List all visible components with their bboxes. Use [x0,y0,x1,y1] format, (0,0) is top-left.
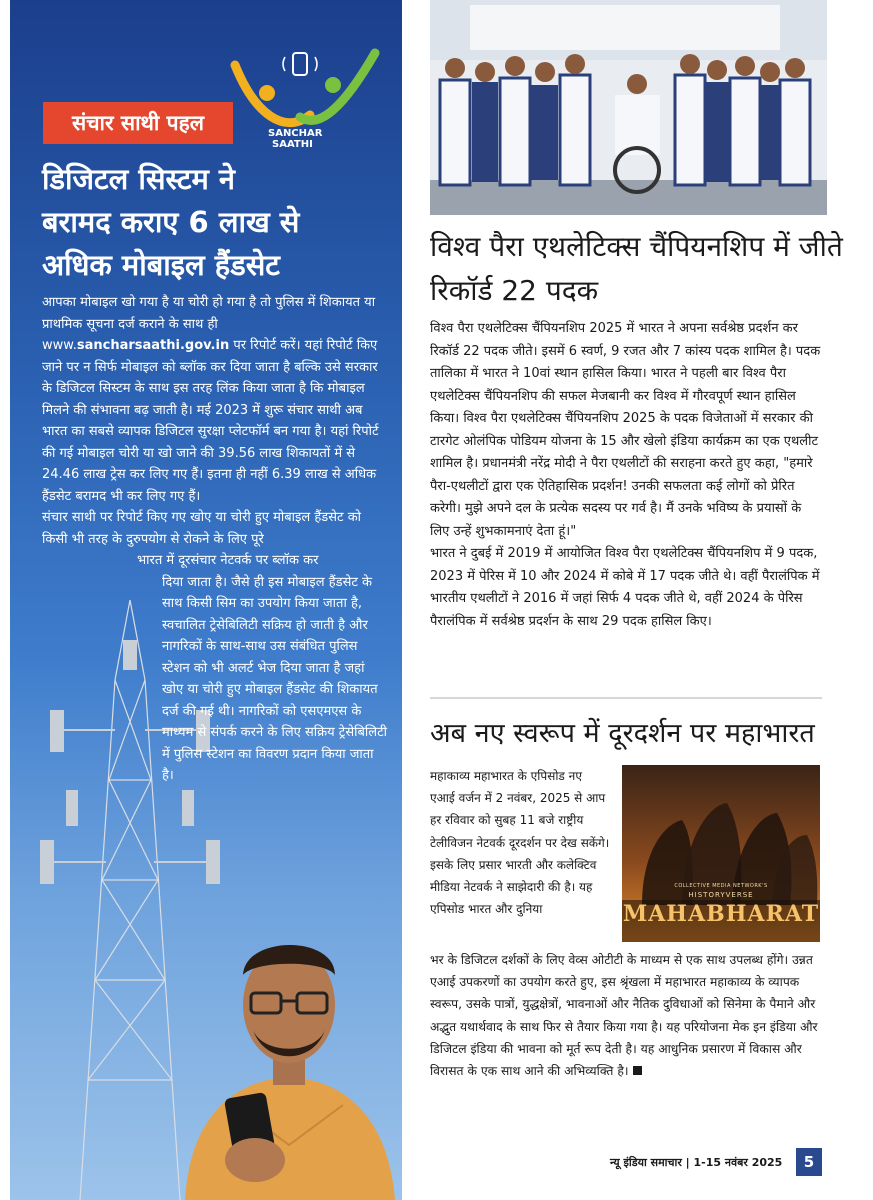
logo-text [268,128,322,150]
left-edge-strip [0,0,10,1200]
poster-small-caption: COLLECTIVE MEDIA NETWORK'S [674,883,768,889]
mahabharat-body-wide [430,949,822,1082]
poster-subtitle: HISTORYVERSE [688,891,754,899]
left-body-paragraph-3: भारत में दूरसंचार नेटवर्क पर ब्लॉक कर [137,553,319,568]
para-athletics-headline: विश्व पैरा एथलेटिक्स चैंपियनशिप में जीते रिकॉर्ड 22 पदक [430,230,843,307]
para-athletics-body [430,318,822,633]
left-headline [42,158,392,287]
page-number: 5 [796,1148,822,1176]
mahabharat-paragraph-1: महाकाव्य महाभारत के एपिसोड नए एआई वर्जन में 2 नवंबर, 2025 से आप हर रविवार को सुबह 11 बजे राष्ट्रीय टेलीविजन नेटवर्क दूरदर्शन पर देख सकेंगे। इसके लिए प्रसार भारती और कलेक्टिव मीडिया नेटवर्क ने साझेदारी की है। यह एपिसोड भारत और दुनिया [430,769,610,917]
mahabharat-paragraph-2-text: भर के डिजिटल दर्शकों के लिए वेव्स ओटीटी के माध्यम से एक साथ उपलब्ध होंगे। उन्नत एआई उपकरणों का उपयोग करते हुए, इस श्रृंखला में महाभारत महाकाव्य के व्यापक स्वरूप, उसके पात्रों, युद्धक्षेत्रों, भावनाओं और नैतिक दुविधाओं को सिनेमा के पैमाने और अद्भुत यथार्थवाद के साथ फिर से तैयार किया गया है। यह परियोजना मेक इन इंडिया और डिजिटल इंडिया की भावना को मूर्त रूप देती है। यह आधुनिक प्रसारण में विकास और विरासत के एक साथ आने की अभिव्यक्ति है। [430,953,818,1079]
logo-text-line-1: SANCHAR [268,128,323,139]
left-body-paragraph-2: संचार साथी पर रिपोर्ट किए गए खोए या चोरी हुए मोबाइल हैंडसेट को किसी भी तरह के दुरुपयोग से रोकने के लिए पूरे [42,510,362,547]
para-athletics-paragraph-1: विश्व पैरा एथलेटिक्स चैंपियनशिप 2025 में भारत ने अपना सर्वश्रेष्ठ प्रदर्शन कर रिकॉर्ड 22 पदक जीते। इसमें 6 स्वर्ण, 9 रजत और 7 कांस्य पदक शामिल है। पदक तालिका में भारत ने 10वां स्थान हासिल किया। भारत ने पहली बार विश्व पैरा एथलेटिक्स चैंपियनशिप की सफल मेजबानी कर विश्व में गौरवपूर्ण स्थान हासिल किया। विश्व पैरा एथलेटिक्स चैंपियनशिप 2025 के पदक विजेताओं में सरकार की टारगेट ओलंपिक पोडियम योजना के 15 और खेलो इंडिया कार्यक्रम का एक एथलीट शामिल है। प्रधानमंत्री नरेंद्र मोदी ने पैरा एथलीटों की सराहना करते हुए कहा, "हमारे पैरा-एथलीटों द्वारा एक ऐतिहासिक प्रदर्शन! उनकी सफलता कई लोगों को प्रेरित करेगी। मुझे अपने दल के प्रत्येक सदस्य पर गर्व है। मैं उनके भविष्य के प्रयासों के लिए उन्हें शुभकामनाएं देता हूं।" [430,321,821,539]
left-panel [0,0,402,1200]
man-with-phone-image [175,905,402,1200]
sancharsaathi-link[interactable]: sancharsaathi.gov.in [76,338,230,353]
initiative-tag: संचार साथी पहल [43,102,233,144]
mahabharat-body-narrow [430,765,610,920]
left-body-text-1: आपका मोबाइल खो गया है या चोरी हो गया है तो पुलिस में शिकायत या प्राथमिक सूचना दर्ज कराने के साथ ही www. [42,295,376,353]
left-headline-line-3: अधिक मोबाइल हैंडसेट [42,248,280,282]
logo-text-line-2: SAATHI [272,139,313,150]
left-headline-line-1: डिजिटल सिस्टम ने [42,162,235,196]
left-body-text-2: पर रिपोर्ट करें। यहां रिपोर्ट किए जाने पर न सिर्फ मोबाइल को ब्लॉक कर दिया जाता है बल्कि उसे सरकार के डिजिटल सिस्टम के साथ इस तरह लिंक किया जाता है कि मोबाइल मिलने की संभावना बढ़ जाती है। मई 2023 में शुरू संचार साथी अब भारत का सबसे व्यापक डिजिटल सुरक्षा प्लेटफॉर्म बन गया है। यहां रिपोर्ट की गई मोबाइल चोरी या खो जाने की 39.56 लाख शिकायतों में से 24.46 लाख ट्रेस कर लिए गए हैं। इतना ही नहीं 6.39 लाख से अधिक हैंडसेट बरामद भी कर लिए गए हैं। [42,338,379,504]
mahabharat-poster-image [622,765,820,942]
left-body-text [42,292,387,787]
page-footer: न्यू इंडिया समाचार | 1-15 नवंबर 2025 [610,1156,783,1169]
left-body-paragraph-4: दिया जाता है। जैसे ही इस मोबाइल हैंडसेट के साथ किसी सिम का उपयोग किया जाता है, स्वचालित ट्रेसेबिलिटी सक्रिय हो जाती है और नागरिकों के साथ-साथ उस संबंधित पुलिस स्टेशन को भी अलर्ट भेज दिया जाता है जहां खोए या चोरी हुए मोबाइल हैंडसेट की शिकायत दर्ज की गई थी। नागरिकों को एसएमएस के माध्यम से संपर्क करने के लिए सक्रिय ट्रेसेबिलिटी में पुलिस स्टेशन का विवरण प्रदान किया जाता है। [162,574,387,783]
poster-title: MAHABHARAT [622,901,820,927]
left-headline-line-2: बरामद कराए 6 लाख से [42,205,300,239]
mahabharat-headline: अब नए स्वरूप में दूरदर्शन पर महाभारत [430,718,815,749]
left-body-paragraph-1 [42,292,387,507]
article-divider [430,697,822,699]
mahabharat-paragraph-2 [430,949,822,1082]
para-athletics-paragraph-2: भारत ने दुबई में 2019 में आयोजित विश्व पैरा एथलेटिक्स चैंपियनशिप में 9 पदक, 2023 में पेरिस में 10 और 2024 में कोबे में 17 पदक जीते थे। वहीं पैरालंपिक में भारतीय एथलीटों ने 2016 में जहां सिर्फ 4 पदक जीते थे, वहीं 2024 के पेरिस पैरालंपिक में सर्वश्रेष्ठ प्रदर्शन के साथ 29 पदक हासिल किए। [430,546,820,629]
end-mark-icon [633,1066,642,1075]
para-athletes-group-photo [430,0,827,215]
